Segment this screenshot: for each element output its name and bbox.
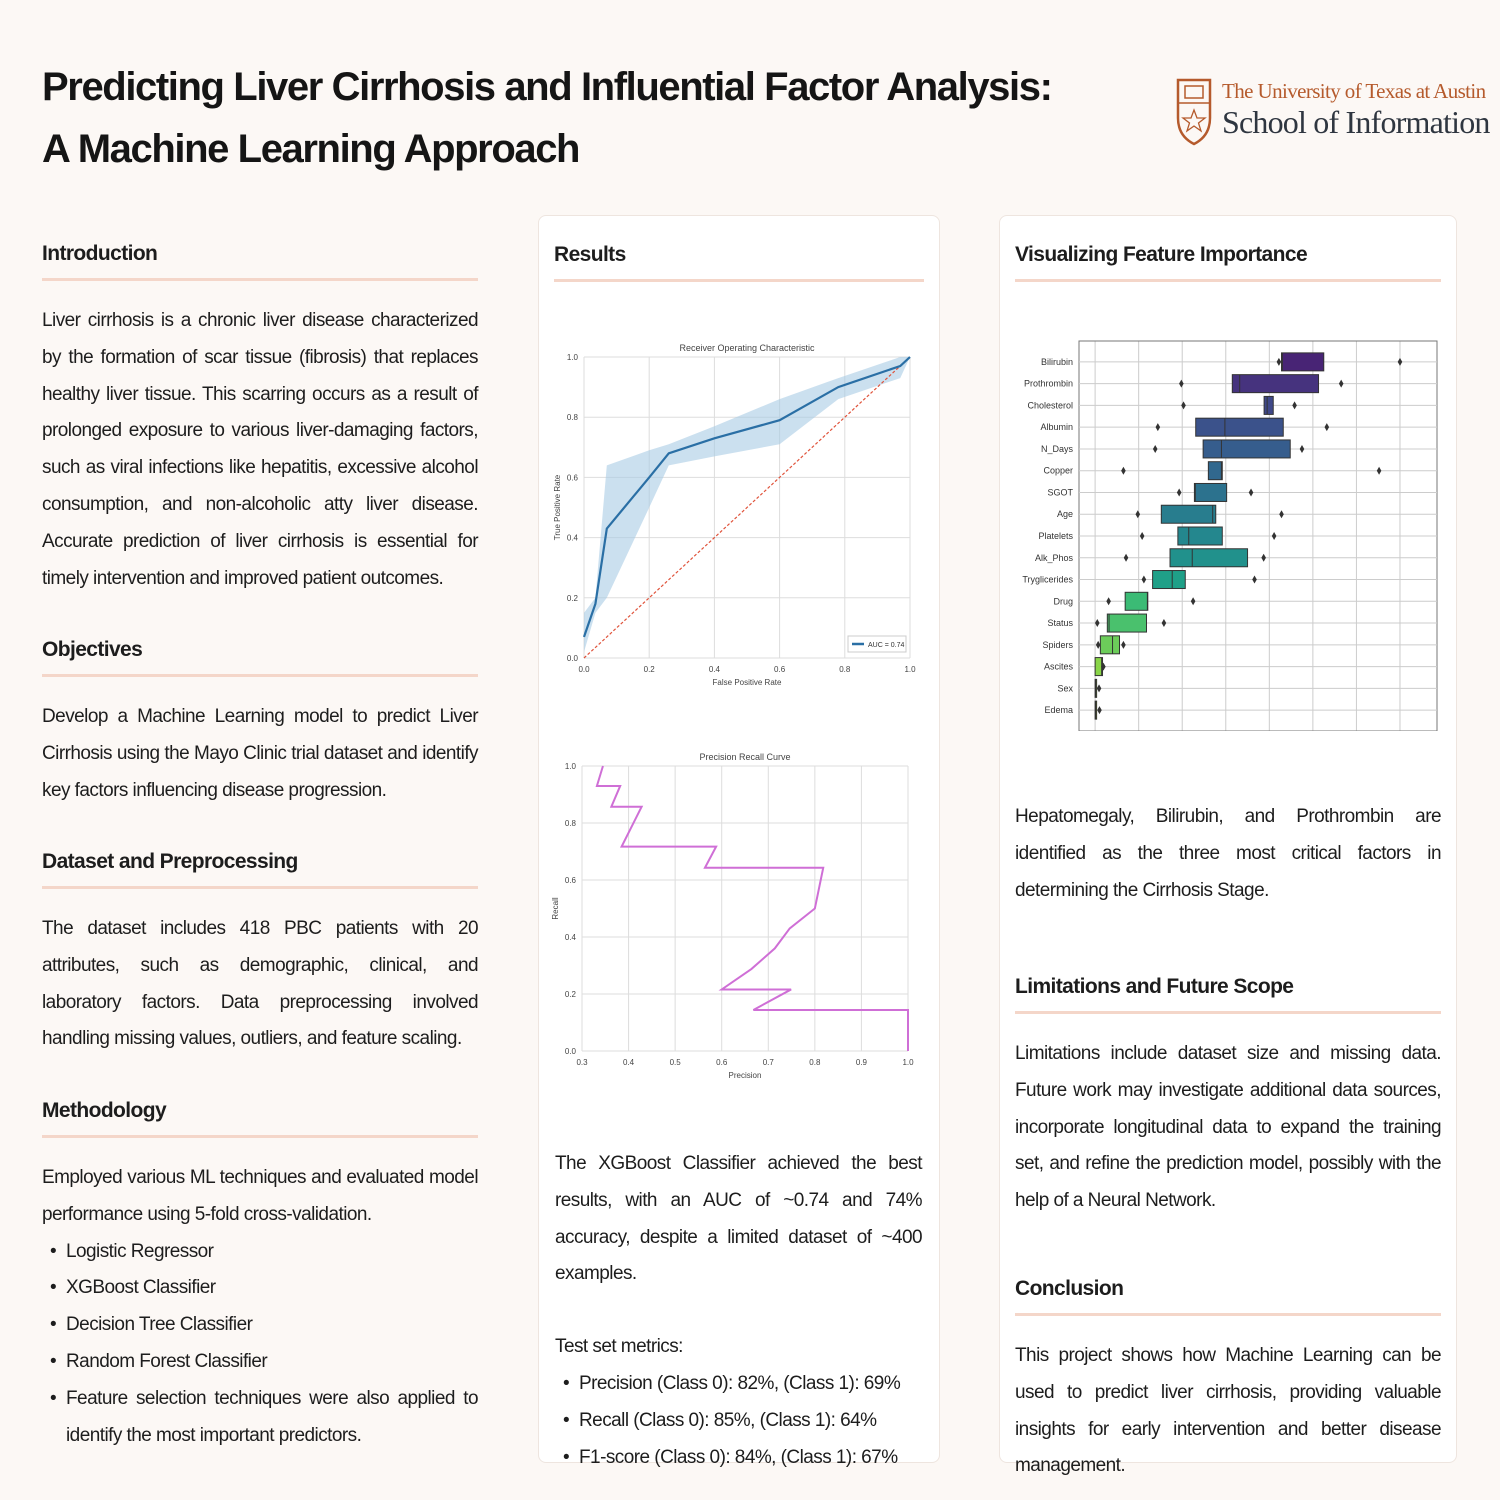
ut-shield-icon: [1176, 78, 1212, 146]
category-label: Spiders: [1042, 639, 1073, 650]
box-albumin: [1196, 418, 1284, 436]
logo-university: The University of Texas at Austin: [1222, 79, 1486, 103]
y-tick-label: 0.2: [566, 593, 578, 603]
outlier-point: [1142, 576, 1147, 584]
feature-importance-heading: Visualizing Feature Importance: [1015, 241, 1441, 282]
x-tick-label: 0.2: [643, 665, 655, 674]
limitations-text: Limitations include dataset size and missing data. Future work may investigate additional data sources, incorporate longitudinal data to expand the training set, and refine the prediction model, possibly with the help of a Neural Network.: [1015, 1043, 1441, 1212]
outlier-point: [1121, 467, 1126, 475]
y-tick-label: 0.4: [566, 533, 578, 543]
box-spiders: [1100, 636, 1119, 654]
box-age: [1161, 505, 1215, 523]
box-sgot: [1194, 483, 1226, 501]
outlier-point: [1377, 467, 1382, 475]
box-alk_phos: [1170, 549, 1248, 567]
x-tick-label: 0.7: [762, 1058, 774, 1067]
metric-recall: • Recall (Class 0): 85%, (Class 1): 64%: [555, 1403, 922, 1440]
objectives-text: Develop a Machine Learning model to predict Liver Cirrhosis using the Mayo Clinic trial dataset and identify key factors influencing disease progression.: [42, 706, 478, 801]
metrics-list: [555, 1366, 922, 1476]
outlier-point: [1156, 423, 1161, 431]
outlier-point: [1162, 619, 1167, 627]
y-tick-label: 0.2: [564, 990, 576, 999]
outlier-point: [1252, 576, 1257, 584]
dataset-text: The dataset includes 418 PBC patients with 20 attributes, such as demographic, clinical, and laboratory factors. Data preprocessing involved handling missing values, outliers, and feature scaling.: [42, 918, 478, 1050]
outlier-point: [1177, 488, 1182, 496]
dataset-heading: Dataset and Preprocessing: [42, 848, 478, 889]
results-text: The XGBoost Classifier achieved the best results, with an AUC of ~0.74 and 74% accuracy, despite a limited dataset of ~400 examples.: [555, 1153, 922, 1285]
outlier-point: [1292, 401, 1297, 409]
category-label: Cholesterol: [1027, 400, 1073, 411]
category-label: Edema: [1044, 705, 1073, 716]
title-line-1: Predicting Liver Cirrhosis and Influential Factor Analysis:: [42, 65, 1052, 109]
y-axis-label: True Positive Rate: [553, 474, 562, 541]
outlier-point: [1106, 597, 1111, 605]
box-status: [1107, 614, 1146, 632]
limitations-section: [1015, 973, 1441, 1220]
precision-recall-chart: [551, 734, 931, 1104]
logo-school: School of Information: [1222, 104, 1490, 140]
outlier-point: [1097, 706, 1102, 714]
category-label: Prothrombin: [1023, 378, 1073, 389]
box-bilirubin: [1282, 353, 1324, 371]
chart-title: Precision Recall Curve: [699, 752, 791, 762]
roc-chart: [551, 336, 931, 696]
outlier-point: [1095, 619, 1100, 627]
introduction-text: Liver cirrhosis is a chronic liver disease characterized by the formation of scar tissue (fibrosis) that replaces healthy liver tissue. This scarring occurs as a result of prolonged exposure to various liver-damaging factors, such as viral infections like hepatitis, excessive alcohol consumption, and non-alcoholic atty liver disease. Accurate prediction of liver cirrhosis is essential for timely intervention and improved patient outcomes.: [42, 310, 478, 589]
x-tick-label: 0.3: [576, 1058, 588, 1067]
box-drug: [1125, 592, 1148, 610]
conclusion-heading: Conclusion: [1015, 1275, 1441, 1316]
right-card: [999, 215, 1457, 1477]
x-tick-label: 1.0: [904, 665, 916, 674]
outlier-point: [1097, 684, 1102, 692]
methodology-section: [42, 1097, 478, 1454]
y-axis-label: Recall: [551, 897, 560, 920]
category-label: Copper: [1043, 465, 1073, 476]
feature-importance-text: Hepatomegaly, Bilirubin, and Prothrombin are identified as the three most critical factors in determining the Cirrhosis Stage.: [1015, 806, 1441, 901]
dataset-section: [42, 848, 478, 1058]
y-tick-label: 1.0: [566, 353, 578, 362]
outlier-point: [1398, 358, 1403, 366]
outlier-point: [1300, 445, 1305, 453]
introduction-section: [42, 240, 478, 597]
feature-importance-boxplot: [1010, 331, 1450, 731]
outlier-point: [1153, 445, 1158, 453]
x-tick-label: 0.9: [855, 1058, 867, 1067]
category-label: Status: [1047, 618, 1073, 629]
category-label: Albumin: [1040, 422, 1073, 433]
category-label: SGOT: [1047, 487, 1073, 498]
methodology-text: Employed various ML techniques and evaluated model performance using 5-fold cross-validation.: [42, 1167, 478, 1225]
feature-text-block: [1015, 799, 1441, 909]
objectives-section: [42, 636, 478, 809]
conclusion-text: This project shows how Machine Learning can be used to predict liver cirrhosis, providing valuable insights for early intervention and better disease management.: [1015, 1345, 1441, 1477]
outlier-point: [1124, 554, 1129, 562]
x-tick-label: 0.4: [708, 665, 720, 674]
y-tick-label: 0.6: [566, 473, 578, 483]
outlier-point: [1325, 423, 1330, 431]
ut-austin-logo: [1176, 78, 1490, 146]
category-label: Tryglicerides: [1022, 574, 1073, 585]
x-tick-label: 0.8: [839, 665, 851, 674]
list-item: • XGBoost Classifier: [42, 1270, 478, 1307]
feature-importance-section: [1015, 241, 1441, 304]
title-line-2: A Machine Learning Approach: [42, 127, 580, 171]
x-tick-label: 0.8: [809, 1058, 821, 1067]
roc-confidence-band: [584, 357, 910, 652]
y-tick-label: 0.0: [566, 654, 578, 663]
conclusion-section: [1015, 1275, 1441, 1485]
category-label: Sex: [1057, 683, 1073, 694]
box-prothrombin: [1232, 375, 1318, 393]
x-tick-label: 0.4: [623, 1058, 635, 1067]
outlier-point: [1179, 380, 1184, 388]
box-platelets: [1178, 527, 1222, 545]
category-label: Age: [1056, 509, 1073, 520]
methodology-list: [42, 1234, 478, 1455]
results-header: [554, 241, 924, 304]
metric-precision: • Precision (Class 0): 82%, (Class 1): 69%: [555, 1366, 922, 1403]
y-tick-label: 0.4: [564, 933, 576, 942]
category-label: Alk_Phos: [1034, 552, 1073, 563]
category-label: N_Days: [1040, 443, 1073, 454]
list-item: • Logistic Regressor: [42, 1234, 478, 1271]
category-label: Bilirubin: [1040, 356, 1073, 367]
box-cholesterol: [1264, 396, 1273, 414]
box-copper: [1208, 462, 1222, 480]
results-heading: Results: [554, 241, 924, 282]
y-tick-label: 0.6: [564, 876, 576, 885]
outlier-point: [1279, 510, 1284, 518]
list-item: • Random Forest Classifier: [42, 1344, 478, 1381]
box-tryglicerides: [1153, 571, 1186, 589]
results-card: [538, 215, 940, 1468]
outlier-point: [1135, 510, 1140, 518]
metric-f1: • F1-score (Class 0): 84%, (Class 1): 67%: [555, 1440, 922, 1477]
outlier-point: [1096, 641, 1101, 649]
list-item: • Feature selection techniques were also applied to identify the most important predictors.: [42, 1381, 478, 1455]
x-tick-label: 0.6: [716, 1058, 728, 1067]
outlier-point: [1339, 380, 1344, 388]
outlier-point: [1272, 532, 1277, 540]
box-n_days: [1203, 440, 1290, 458]
methodology-heading: Methodology: [42, 1097, 478, 1138]
introduction-heading: Introduction: [42, 240, 478, 281]
y-tick-label: 0.8: [566, 413, 578, 423]
outlier-point: [1140, 532, 1145, 540]
category-label: Platelets: [1038, 531, 1073, 541]
poster-title: [42, 56, 1052, 180]
category-label: Ascites: [1043, 661, 1073, 672]
y-tick-label: 0.0: [564, 1047, 576, 1056]
limitations-heading: Limitations and Future Scope: [1015, 973, 1441, 1014]
outlier-point: [1261, 554, 1266, 562]
outlier-point: [1191, 597, 1196, 605]
x-tick-label: 1.0: [902, 1058, 914, 1067]
x-axis-label: Precision: [728, 1071, 762, 1080]
legend-label: AUC = 0.74: [868, 642, 905, 649]
x-tick-label: 0.5: [669, 1058, 681, 1067]
results-text-block: [555, 1146, 922, 1476]
roc-curve: [584, 357, 910, 637]
y-tick-label: 0.8: [564, 819, 576, 828]
x-tick-label: 0.0: [578, 665, 590, 674]
x-tick-label: 0.6: [774, 665, 786, 674]
left-column: [42, 240, 478, 1460]
outlier-point: [1249, 488, 1254, 496]
y-tick-label: 1.0: [564, 762, 576, 771]
metrics-label: Test set metrics:: [555, 1336, 683, 1358]
x-axis-label: False Positive Rate: [712, 678, 782, 687]
outlier-point: [1121, 641, 1126, 649]
list-item: • Decision Tree Classifier: [42, 1307, 478, 1344]
outlier-point: [1277, 358, 1282, 366]
category-label: Drug: [1053, 596, 1073, 607]
chart-title: Receiver Operating Characteristic: [679, 343, 815, 353]
objectives-heading: Objectives: [42, 636, 478, 677]
